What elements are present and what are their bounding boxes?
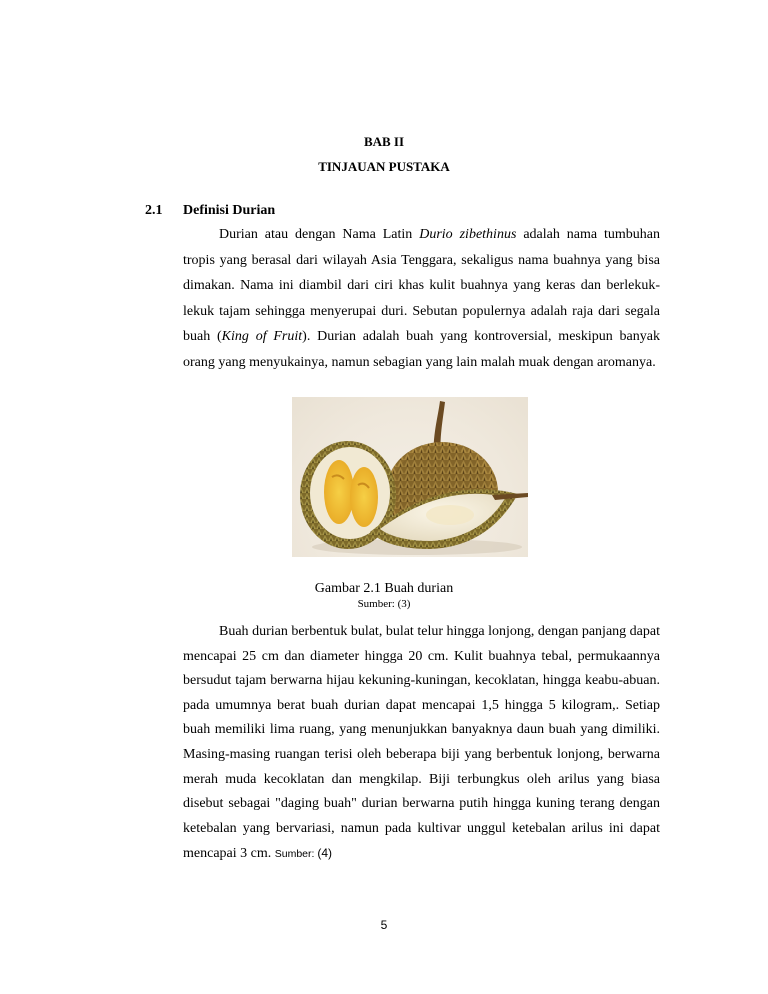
durian-illustration: [292, 397, 528, 557]
latin-name: Durio zibethinus: [419, 227, 517, 242]
paragraph-description: [183, 620, 660, 867]
section-number: 2.1: [145, 203, 163, 218]
durian-figure: [292, 397, 528, 557]
paragraph1-text-b: adalah nama tumbuhan tropis yang berasal dari wilayah Asia Tenggara, sekaligus nama buahnya yang bisa dimakan. Nama ini diambil dari ciri khas kulit buahnya yang keras dan berlekuk-lekuk tajam sehingga menyerupai duri. Sebutan populernya adalah raja dari segala buah (: [183, 227, 661, 345]
paragraph-definition: [183, 222, 660, 376]
paragraph1-text-c: ). Durian adalah buah yang kontroversial, meskipun banyak orang yang menyukainya, namun sebagian yang lain malah muak dengan aromanya.: [183, 329, 660, 370]
page-number: 5: [380, 918, 388, 932]
figure-caption: Gambar 2.1 Buah durian: [314, 581, 454, 596]
paragraph2-text: Buah durian berbentuk bulat, bulat telur hingga lonjong, dengan panjang dapat mencapai 25 cm dan diameter hingga 20 cm. Kulit buahnya tebal, permukaannya bersudut tajam berwarna hijau kekuning-kuningan, kecoklatan, hingga keabu-abuan. pada umumnya berat buah durian dapat mencapai 1,5 hingga 5 kilogram,. Setiap buah memiliki lima ruang, yang menunjukkan banyaknya daun buah yang dimiliki. Masing-masing ruangan terisi oleh beberapa biji yang berbentuk lonjong, berwarna merah muda kecoklatan dan mengkilap. Biji terbungkus oleh arilus yang biasa disebut sebagai "daging buah" durian berwarna putih hingga kuning terang dengan ketebalan yang bervariasi, namun pada kultivar unggul ketebalan arilus ini dapat mencapai 3 cm.: [183, 624, 660, 862]
paragraph2-source-label: Sumber:: [274, 848, 318, 861]
chapter-number: BAB II: [363, 134, 405, 149]
figure-source: Sumber: (3): [357, 598, 411, 610]
paragraph2-source-ref: (4): [317, 846, 333, 861]
chapter-title: TINJAUAN PUSTAKA: [318, 159, 450, 174]
paragraph1-text-a: Durian atau dengan Nama Latin: [219, 227, 420, 242]
nickname: King of Fruit: [221, 329, 303, 345]
section-title: Definisi Durian: [183, 203, 276, 218]
